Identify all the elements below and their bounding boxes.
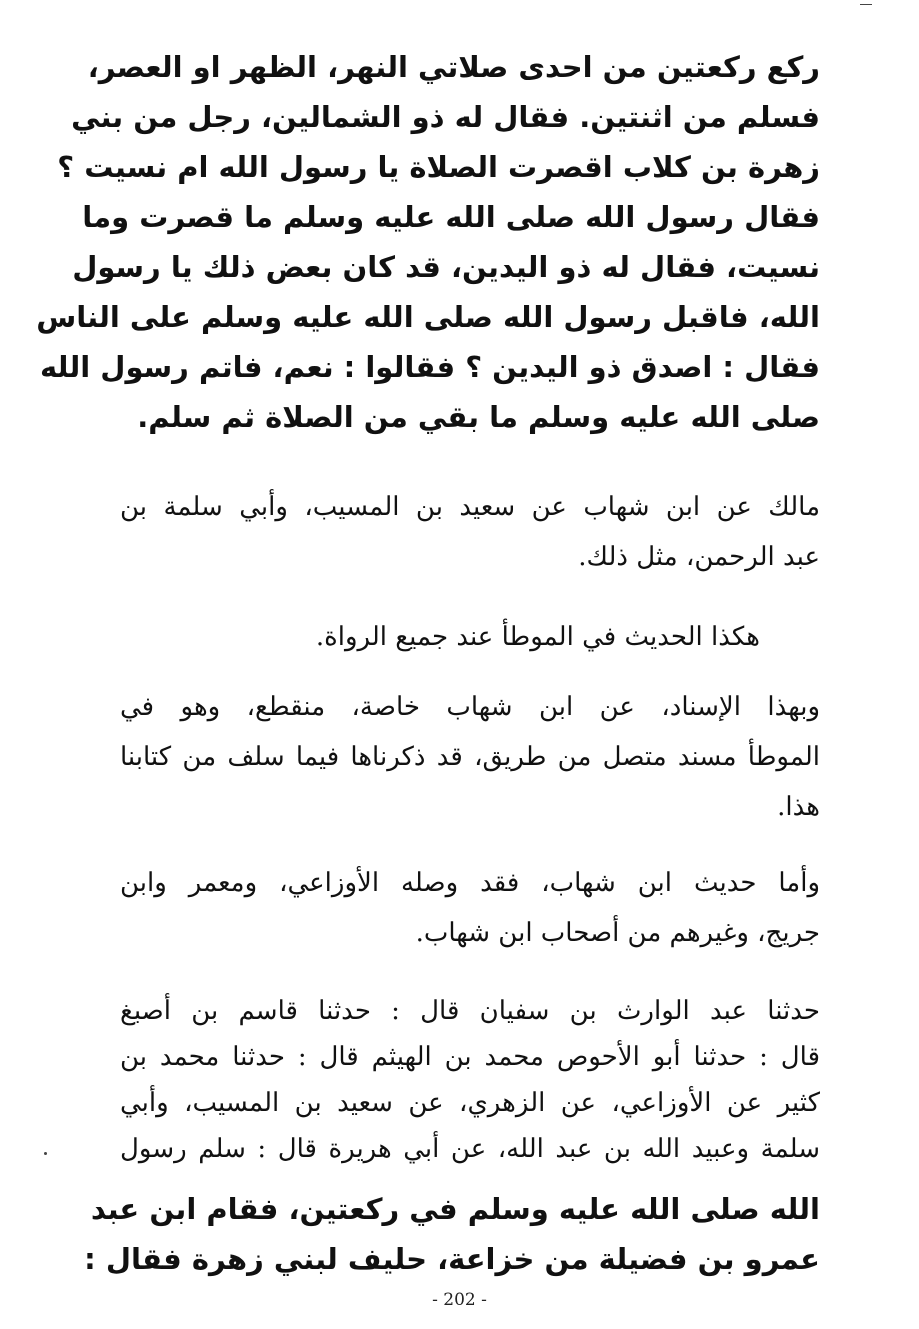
- commentary-paragraph: [120, 682, 820, 832]
- text-line: الموطأ مسند متصل من طريق، قد ذكرناها فيما سلف من كتابنا: [120, 742, 820, 772]
- hadith-paragraph: [36, 42, 820, 442]
- text-line: نسيت، فقال له ذو اليدين، قد كان بعض ذلك يا رسول: [72, 250, 820, 284]
- text-line: عبد الرحمن، مثل ذلك.: [578, 542, 820, 572]
- text-line: فقال : اصدق ذو اليدين ؟ فقالوا : نعم، فاتم رسول الله: [39, 350, 820, 384]
- scan-speck: [44, 1152, 47, 1155]
- text-line: مالك عن ابن شهاب عن سعيد بن المسيب، وأبي سلمة بن: [120, 492, 820, 522]
- text-line: الله، فاقبل رسول الله صلى الله عليه وسلم على الناس: [36, 300, 820, 334]
- text-line: صلى الله عليه وسلم ما بقي من الصلاة ثم سلم.: [137, 400, 820, 434]
- commentary-paragraph: [120, 612, 820, 662]
- text-line: حدثنا عبد الوارث بن سفيان قال : حدثنا قاسم بن أصبغ: [120, 996, 820, 1026]
- text-line: هكذا الحديث في الموطأ عند جميع الرواة.: [315, 622, 760, 652]
- commentary-paragraph: [120, 482, 820, 582]
- text-line: الله صلى الله عليه وسلم في ركعتين، فقام ابن عبد: [90, 1192, 820, 1226]
- text-line: وأما حديث ابن شهاب، فقد وصله الأوزاعي، ومعمر وابن: [120, 868, 820, 898]
- page-number: - 202 -: [432, 1290, 487, 1310]
- text-line: زهرة بن كلاب اقصرت الصلاة يا رسول الله ام نسيت ؟: [57, 150, 820, 184]
- text-line: فقال رسول الله صلى الله عليه وسلم ما قصرت وما: [82, 200, 820, 234]
- text-line: عمرو بن فضيلة من خزاعة، حليف لبني زهرة فقال :: [84, 1242, 820, 1276]
- text-line: فسلم من اثنتين. فقال له ذو الشمالين، رجل من بني: [71, 100, 820, 134]
- text-line: جريج، وغيرهم من أصحاب ابن شهاب.: [415, 918, 820, 948]
- text-line: وبهذا الإسناد، عن ابن شهاب خاصة، منقطع، وهو في: [120, 692, 820, 722]
- text-line: قال : حدثنا أبو الأحوص محمد بن الهيثم قال : حدثنا محمد بن: [120, 1042, 820, 1072]
- text-line: هذا.: [777, 792, 820, 822]
- text-line: سلمة وعبيد الله بن عبد الله، عن أبي هريرة قال : سلم رسول: [120, 1134, 820, 1164]
- text-line: ركع ركعتين من احدى صلاتي النهر، الظهر او العصر،: [87, 50, 820, 84]
- commentary-paragraph: [120, 858, 820, 958]
- scan-speck: [860, 4, 872, 5]
- isnad-paragraph: [120, 988, 820, 1172]
- text-line: كثير عن الأوزاعي، عن الزهري، عن سعيد بن المسيب، وأبي: [120, 1088, 820, 1118]
- hadith-paragraph: [84, 1184, 820, 1284]
